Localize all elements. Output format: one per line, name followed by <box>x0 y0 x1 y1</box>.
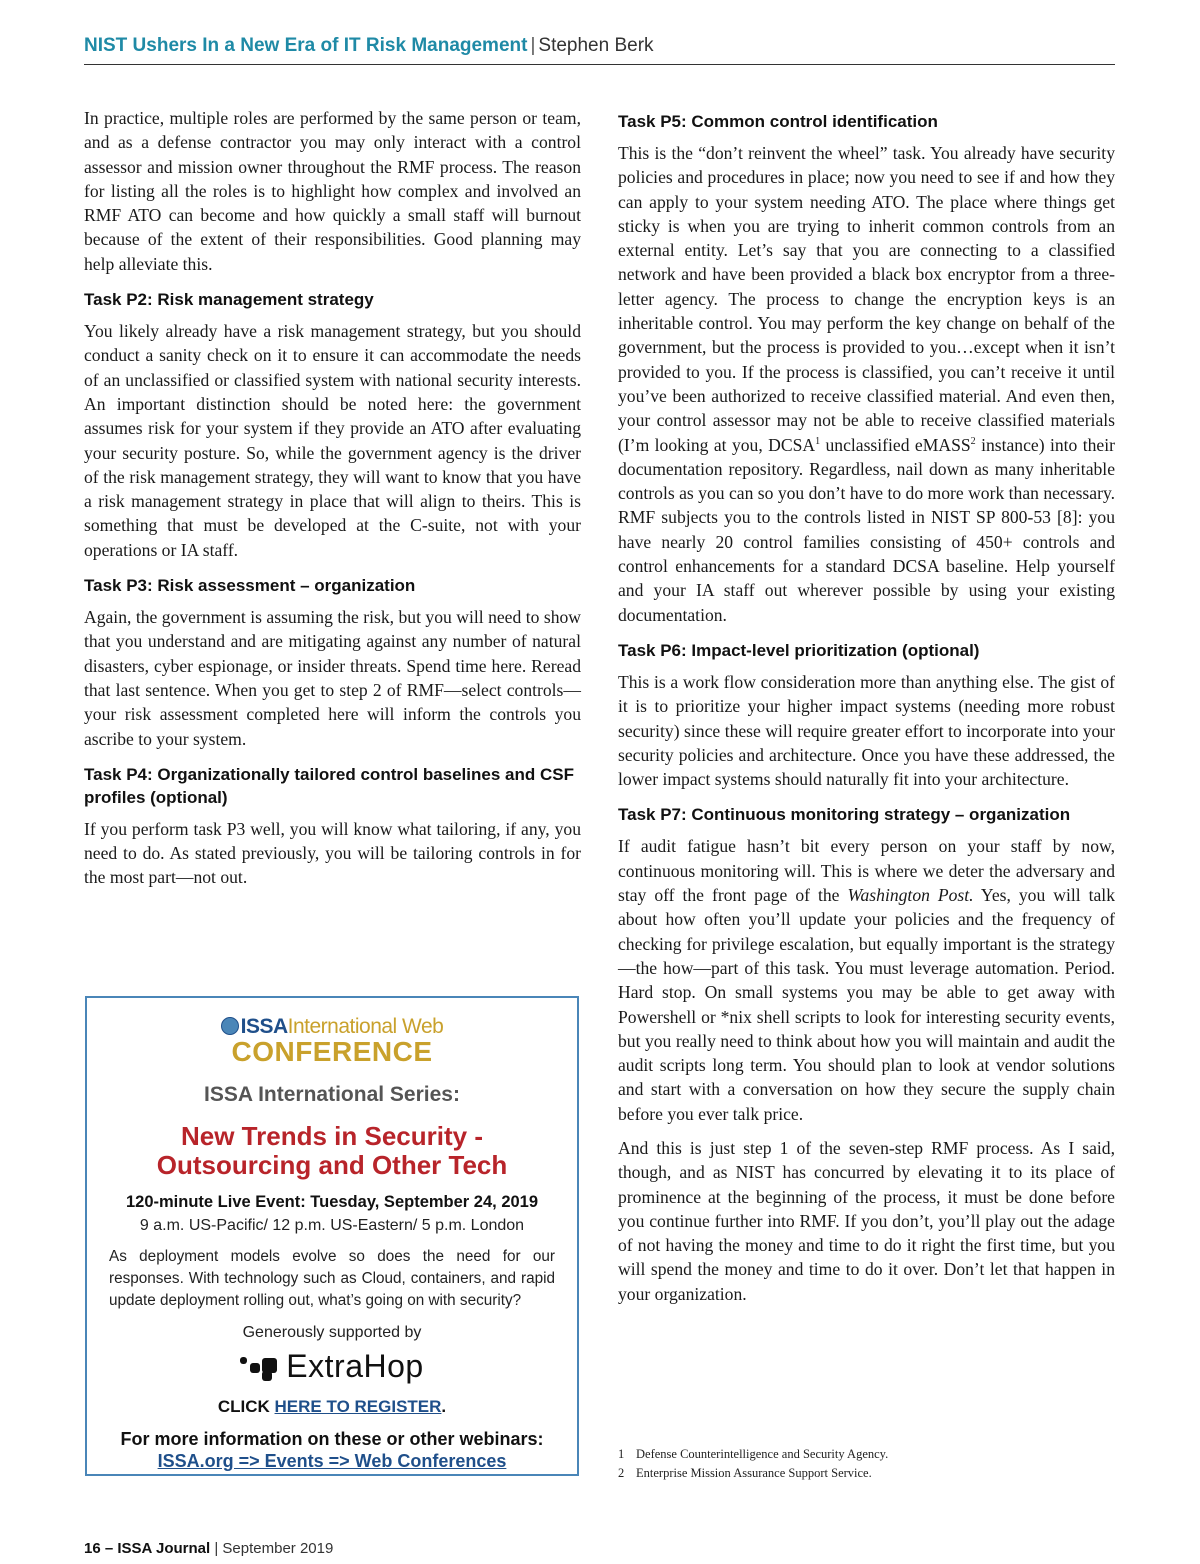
issa-conference-logo <box>87 1016 577 1038</box>
sponsor-name: ExtraHop <box>286 1348 424 1384</box>
article-author: Stephen Berk <box>538 35 654 56</box>
running-header <box>84 34 1115 65</box>
task-p7-heading: Task P7: Continuous monitoring strategy – organization <box>618 805 1071 825</box>
more-info-text: For more information on these or other webinars: <box>120 1429 544 1449</box>
ad-description: As deployment models evolve so does the need for our responses. With technology such as Cloud, containers, and rapid update deployment rolling out, what’s going on with security? <box>109 1248 555 1309</box>
webinar-ad <box>85 996 579 1476</box>
logo-issa: ISSA <box>240 1015 288 1038</box>
footnote-2: 2 Enterprise Mission Assurance Support Service. <box>618 1466 872 1480</box>
sponsor-logo <box>87 1348 577 1384</box>
task-p2-body: You likely already have a risk management strategy, but you should conduct a sanity check on it to ensure it can accommodate the needs of an unclassified or classified system with national security interests. An important distinction should be noted here: the government assumes risk for your system if they provide an ATO after evaluating your security posture. So, while the government agency is the driver of the risk management strategy, they will want to know that you have a risk management strategy in place that will align to theirs. This is something that must be developed at the C-suite, not with your operations or IA staff. <box>84 321 581 560</box>
globe-icon <box>221 1017 239 1035</box>
page-number: 16 – ISSA Journal <box>84 1540 211 1557</box>
click-label: CLICK <box>217 1397 270 1416</box>
task-p4-body: If you perform task P3 well, you will know what tailoring, if any, you need to do. As stated previously, you will be tailoring controls in for the most part—not out. <box>84 818 581 888</box>
closing-paragraph: And this is just step 1 of the seven-step RMF process. As I said, though, and as NIST has concurred by elevating it to its place of prominence at the beginning of the process, it must be done before you continue further into RMF. If you don’t, you’ll play out the adage of not having the money and time to do it right the first time, but you will spend the money and time to do it over. Don’t let that happen in your organization. <box>618 1137 1115 1304</box>
task-p7-body: If audit fatigue hasn’t bit every person on your staff by now, continuous monitoring will. This is where we deter the adversary and stay off the front page of the Washington Post. Yes, you will talk about how often you’ll update your policies and the frequency of checking for privilege escalation, but equally important is the strategy—the how—part of this task. You must leverage automation. Period. Hard stop. On small systems you may be able to get away with Powershell or *nix shell scripts to look for interesting security events, but you really need to think about how you will maintain and audit the audit scripts long term. You should plan to look at vendor solutions and start with a conversation on how they secure the supply chain before you ever talk price. <box>618 836 1115 1124</box>
task-p5-heading: Task P5: Common control identification <box>618 112 938 131</box>
task-p2-heading: Task P2: Risk management strategy <box>84 290 374 310</box>
ad-supported-by: Generously supported by <box>242 1324 422 1341</box>
right-column <box>618 106 1115 1316</box>
issue-date: September 2019 <box>222 1540 334 1557</box>
header-separator: | <box>530 35 536 56</box>
ad-series: ISSA International Series: <box>204 1083 460 1106</box>
article-title: NIST Ushers In a New Era of IT Risk Management <box>84 35 528 56</box>
task-p4-heading: Task P4: Organizationally tailored control baselines and CSF profiles (optional) <box>84 764 574 807</box>
intro-paragraph: In practice, multiple roles are performed by the same person or team, and as a defense contractor you may only interact with a control assessor and mission owner throughout the RMF process. The reason for listing all the roles is to highlight how complex and involved an RMF ATO can become and how quickly a small staff will burnout because of the extent of their responsibilities. Good planning may help alleviate this. <box>84 108 581 274</box>
task-p3-body: Again, the government is assuming the risk, but you will need to show that you understand and are mitigating against any number of natural disasters, cyber espionage, or insider threats. Spend time here. Reread that last sentence. When you get to step 2 of RMF—select controls—your risk assessment completed here will inform the controls you ascribe to your system. <box>84 607 581 749</box>
extrahop-icon <box>240 1355 280 1381</box>
footnote-ref-2: 2 <box>970 435 976 447</box>
register-line <box>87 1396 577 1418</box>
ad-event-times: 9 a.m. US-Pacific/ 12 p.m. US-Eastern/ 5 p.m. London <box>139 1217 525 1234</box>
footnotes <box>618 1445 1115 1483</box>
logo-conference: CONFERENCE <box>231 1036 433 1067</box>
left-column <box>84 106 581 900</box>
web-conferences-link[interactable]: ISSA.org => Events => Web Conferences <box>157 1451 507 1471</box>
click-period: . <box>441 1397 447 1416</box>
task-p6-body: This is a work flow consideration more than anything else. The gist of it is to prioritize your higher impact systems (needing more robust security) since these will require greater effort to incorporate into your security policies and architecture. Once you have these addressed, the lower impact systems should naturally fit into your architecture. <box>618 671 1115 790</box>
ad-event-date: 120-minute Live Event: Tuesday, September 24, 2019 <box>125 1193 539 1211</box>
task-p5-body: This is the “don’t reinvent the wheel” task. You already have security policies and procedures in place; now you need to see if and how they can apply to your system needing ATO. The place where things get sticky is when you are trying to inherit common controls from an external entity. Let’s say that you are connecting to a classified network and have been provided a black box encryptor from a three-letter agency. The process to change the encryption keys is an inheritable control. You may perform the key change on behalf of the government, but the process is provided to you…except when it isn’t provided to you. If the process is classified, you can’t receive it until you’ve been authorized to receive classified material. And even then, your control assessor may not be able to receive classified materials (I’m looking at you, DCSA$^1$ unclassified eMASS$^2$ instance) into their documentation repository. Regardless, nail down as many inheritable controls as you can so you don’t have to do more work than necessary. RMF subjects you to the controls listed in NIST SP 800-53 [8]: you have nearly 20 control families consisting of 450+ controls and control enhancements for a standard DCSA baseline. Help yourself and your IA staff out wherever possible by using your existing documentation. <box>618 143 1115 625</box>
logo-international-web: International Web <box>287 1015 444 1038</box>
footer-separator: | <box>214 1540 219 1557</box>
page-footer <box>84 1540 333 1558</box>
footnote-1: 1 Defense Counterintelligence and Security Agency. <box>618 1447 889 1461</box>
register-link[interactable]: HERE TO REGISTER <box>274 1397 442 1416</box>
task-p6-heading: Task P6: Impact-level prioritization (optional) <box>618 640 980 660</box>
ad-headline: New Trends in Security - Outsourcing and Other Tech <box>156 1121 508 1180</box>
footnote-ref-1: 1 <box>815 435 821 447</box>
task-p3-heading: Task P3: Risk assessment – organization <box>84 576 416 596</box>
